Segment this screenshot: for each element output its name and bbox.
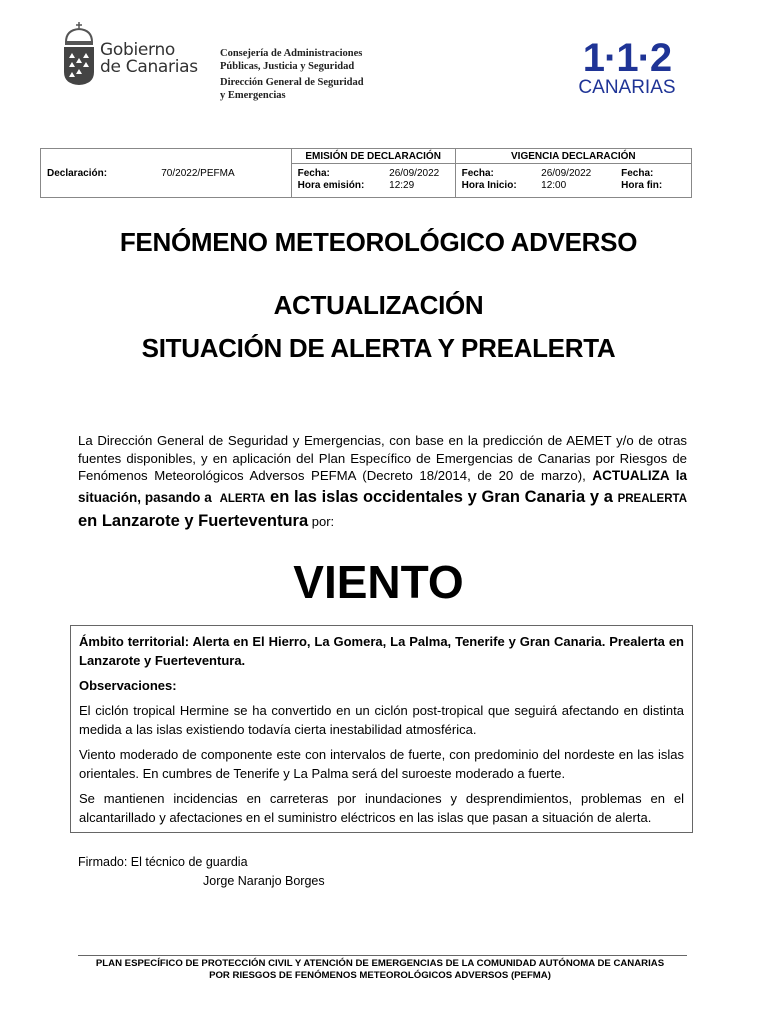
vigencia-header: VIGENCIA DECLARACIÓN: [455, 149, 691, 164]
consejeria-line: Públicas, Justicia y Seguridad: [220, 61, 355, 72]
declaracion-value: 70/2022/PEFMA: [161, 167, 235, 179]
logo-112-canarias: [576, 38, 678, 98]
consejeria-block: [220, 47, 364, 102]
label: Hora fin:: [621, 180, 663, 191]
observaciones-label: Observaciones:: [79, 678, 177, 693]
direccion-line: y Emergencias: [220, 90, 286, 101]
ambito-territorial: Ámbito territorial: Alerta en El Hierro, La Gomera, La Palma, Tenerife y Gran Canaria. Prealerta en Lanzarote y Fuerteventura.: [79, 634, 684, 668]
footer: [60, 958, 700, 982]
label: Fecha:: [461, 168, 494, 179]
signature-name: Jorge Naranjo Borges: [203, 874, 325, 888]
islas-text: en las islas occidentales y Gran Canaria y a: [265, 487, 618, 506]
por-text: por:: [308, 513, 335, 529]
prealerta-level: PREALERTA: [617, 492, 688, 505]
intro-paragraph: [78, 432, 687, 533]
observacion-paragraph: Viento moderado de componente este con intervalos de fuerte, con predominio del nordeste en las islas orientales. En cumbres de Tenerife y La Palma será del suroeste moderado a fuerte.: [79, 747, 684, 781]
observacion-paragraph: El ciclón tropical Hermine se ha convertido en un ciclón post-tropical que seguirá afectando en distinta medida a las islas existiendo todavía cierta inestabilidad atmosférica.: [79, 703, 684, 737]
lanzarote-text: en Lanzarote y Fuerteventura: [78, 511, 309, 530]
logo-line: de Canarias: [100, 57, 198, 77]
emision-fecha: 26/09/2022: [389, 168, 440, 179]
label: Fecha:: [297, 168, 330, 179]
emision-header: EMISIÓN DE DECLARACIÓN: [291, 149, 455, 164]
consejeria-line: Consejería de Administraciones: [220, 48, 363, 59]
alerta-level: ALERTA: [219, 492, 266, 505]
emision-labels: [291, 164, 383, 198]
vigencia-hora: 12:00: [541, 180, 567, 191]
declaracion-label: Declaración:: [47, 167, 108, 179]
emision-hora: 12:29: [389, 180, 415, 191]
vigencia-labels: [455, 164, 535, 198]
main-title: FENÓMENO METEOROLÓGICO ADVERSO: [119, 227, 638, 257]
footer-line: PLAN ESPECÍFICO DE PROTECCIÓN CIVIL Y ATENCIÓN DE EMERGENCIAS DE LA COMUNIDAD AUTÓNOMA DE CANARIAS: [95, 958, 665, 969]
logo-112-text: CANARIAS: [578, 77, 676, 98]
subtitle-situacion: SITUACIÓN DE ALERTA Y PREALERTA: [141, 333, 616, 363]
direccion-line: Dirección General de Seguridad: [220, 77, 364, 88]
subtitle-actualizacion: ACTUALIZACIÓN: [273, 290, 484, 320]
actualiza-text: ACTUALIZA la situación, pasando a: [78, 468, 687, 505]
vigencia-fin-labels: [615, 164, 691, 198]
coat-of-arms-icon: [62, 22, 96, 86]
declaration-table: [40, 148, 692, 198]
emision-values: [383, 164, 455, 198]
phenomenon-title: VIENTO: [293, 556, 464, 608]
label: Hora Inicio:: [461, 180, 517, 191]
vigencia-fecha: 26/09/2022: [541, 168, 592, 179]
footer-line: POR RIESGOS DE FENÓMENOS METEOROLÓGICOS ADVERSOS (PEFMA): [209, 970, 551, 981]
label: Hora emisión:: [297, 180, 365, 191]
footer-divider: [78, 955, 687, 956]
logo-112-number: 1·1·2: [582, 36, 672, 80]
gobierno-canarias-wordmark: [100, 42, 198, 76]
label: Fecha:: [621, 168, 654, 179]
signature-label: Firmado: El técnico de guardia: [78, 855, 248, 869]
intro-text: La Dirección General de Seguridad y Emergencias, con base en la predicción de AEMET y/o de otras fuentes disponibles, y en aplicación del Plan Específico de Emergencias de Canarias por Riesgos de Fenómenos Meteorológicos Adversos PEFMA (Decreto 18/2014, de 20 de marzo),: [78, 433, 687, 483]
vigencia-values: [535, 164, 615, 198]
logo-line: Gobierno: [100, 40, 176, 60]
details-box: [70, 625, 693, 833]
observacion-paragraph: Se mantienen incidencias en carreteras por inundaciones y desprendimientos, problemas en el alcantarillado y afectaciones en el suministro eléctricos en las islas que pasan a situación de alerta.: [79, 791, 684, 825]
